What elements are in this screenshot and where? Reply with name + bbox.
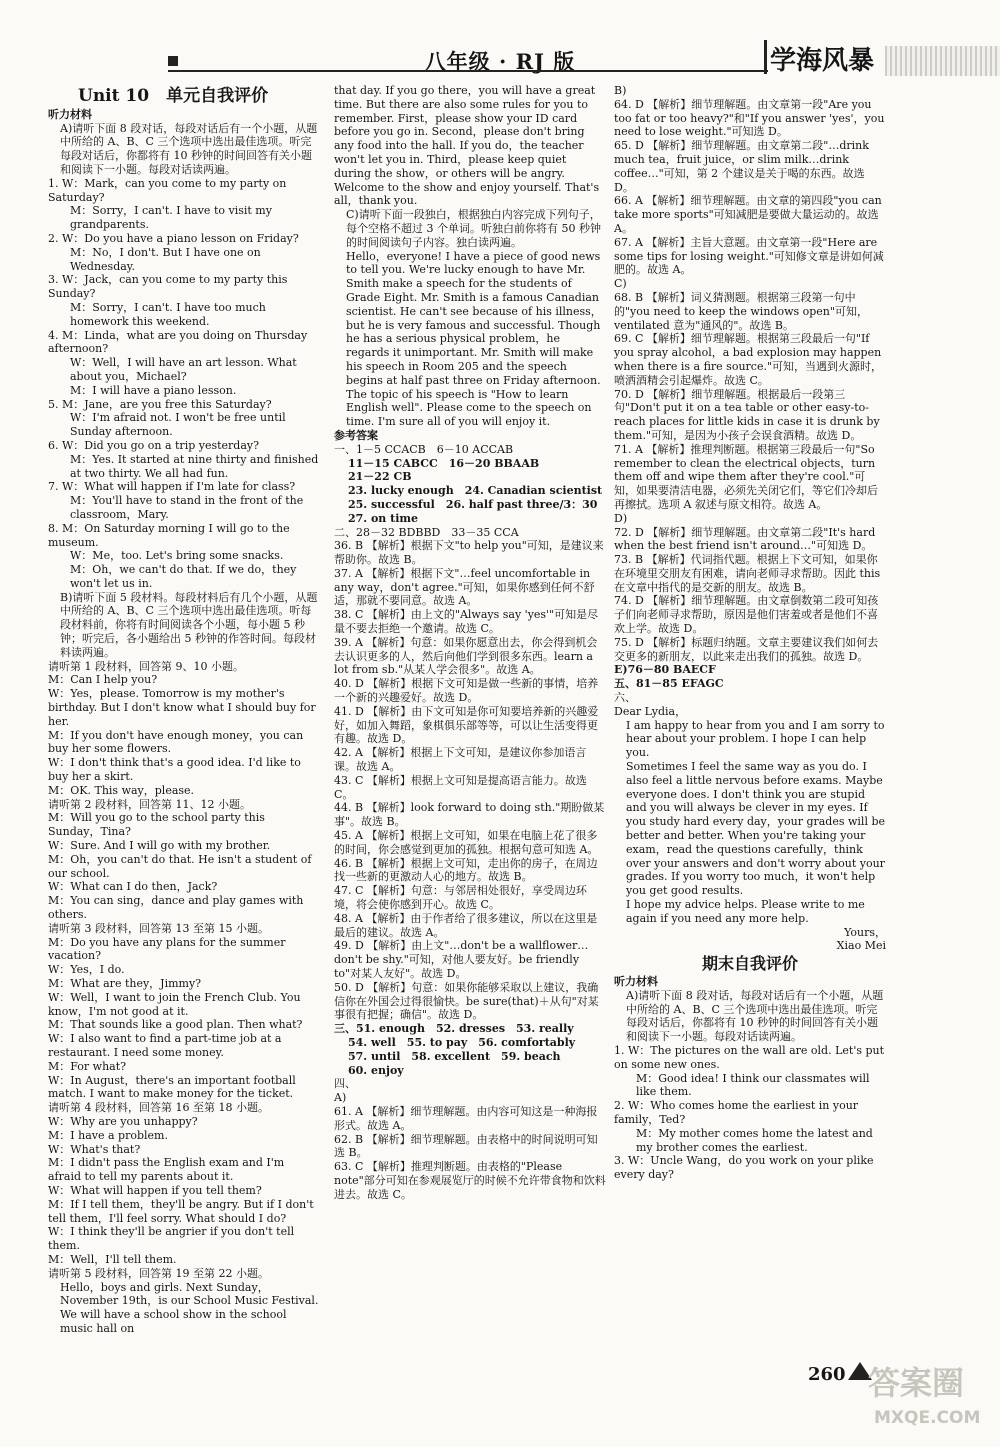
dialogue-line: W：Yes，please. Tomorrow is my mother's birthday. But I don't know what I should buy for her.: [48, 687, 316, 728]
answer-line: 21－22 CB: [348, 470, 412, 484]
answer-line: 57. until 58. excellent 59. beach: [348, 1049, 561, 1063]
explanation: 40. D 【解析】根据下文可知是做一些新的事情，培养一个新的兴趣爱好。故选 D。: [334, 677, 599, 705]
dialogue-line: 8. M：On Saturday morning I will go to the museum.: [48, 521, 290, 549]
explanation: 75. D 【解析】标题归纳题。文章主要建议我们如何去交更多的新朋友，以此来走出我们的孤独。故选 D。: [614, 635, 879, 663]
dialogue-line: W：I don't think that's a good idea. I'd like to buy her a skirt.: [48, 756, 301, 784]
dialogue-line: W：Yes，I do.: [48, 963, 125, 977]
dialogue-line: 3. W：Jack，can you come to my party this Sunday?: [48, 273, 288, 301]
explanation: 45. A 【解析】根据上文可知，如果在电脑上花了很多的时间，你会感觉到更加的孤独。根据句意可知选 A。: [334, 829, 599, 856]
monologue: that day. If you go there，you will have a great time. But there are also some rules for you to remember. First，please show your ID card before you go in. Second，please don't bring any food into the hall. If you do，the teacher won't let you in. Third，please keep quiet during the show，or others will be angry. Welcome to the show and enjoy yourself. That's all，thank you.: [334, 84, 600, 208]
section-prompt: 请听第 1 段材料，回答第 9、10 小题。: [48, 659, 244, 673]
dialogue-line: W：Well，I want to join the French Club. You know，I'm not good at it.: [48, 990, 301, 1018]
explanation: 47. C 【解析】句意：与邻居相处很好，享受周边环境，将会使你感到开心。故选 C。: [334, 884, 587, 912]
dialogue-line: 6. W：Did you go on a trip yesterday?: [48, 438, 260, 452]
header-texture: [885, 46, 1000, 76]
explanation: 63. C 【解析】推理判断题。由表格的"Please note"部分可知在参观展览厅的时候不允许带食物和饮料进去。故选 C。: [334, 1160, 606, 1201]
explanation: 73. B 【解析】代词指代题。根据上下文可知，如果你在环境里交朋友有困难，请向老师寻求帮助。因此 this 在文章中指代的是交新的朋友。故选 B。: [614, 553, 881, 594]
letter-greeting: Dear Lydia，: [614, 704, 687, 718]
explanation: 71. A 【解析】推理判断题。根据第三段最后一句"So remember to clean the electrical objects，turn them off and wipe them after they're cool."可知，如果要清洁电器，必须先关闭它们，等它们冷却后再擦拭。选项 A 叙述与原文相符。故选 A。: [614, 442, 878, 511]
sample-letter: [614, 705, 886, 953]
answer-line: E)76－80 BAECF: [614, 663, 716, 677]
listening-label: 听力材料: [48, 107, 92, 121]
explanation: 43. C 【解析】根据上文可知是提高语言能力。故选 C。: [334, 773, 587, 801]
column-2: [334, 84, 606, 1202]
listening-label: 听力材料: [614, 975, 658, 988]
watermark-url: MXQE.COM: [874, 1408, 981, 1428]
explanation: 64. D 【解析】细节理解题。由文章第一段"Are you too fat or too heavy?"和"If you answer 'yes'，you need to lose weight."可知选 D。: [614, 97, 885, 139]
explanation: 62. B 【解析】细节理解题。由表格中的时间说明可知选 B。: [334, 1132, 598, 1160]
explanation: 66. A 【解析】细节理解题。由文章的第四段"you can take more sports"可知减肥是要做大量运动的。故选 A。: [614, 194, 882, 235]
dialogue-line: 2. W：Who comes home the earliest in your family，Ted?: [614, 1099, 859, 1126]
explanation: 48. A 【解析】由于作者给了很多建议，所以在这里是最后的建议。故选 A。: [334, 911, 598, 939]
dialogue-line: W：I'm afraid not. I won't be free until Sunday afternoon.: [70, 411, 286, 439]
dialogue-line: W：Well，I will have an art lesson. What about you，Michael?: [70, 356, 297, 383]
explanation: 39. A 【解析】句意：如果你愿意出去，你会得到机会去认识更多的人，然后向他们学到很多东西。learn a lot from sb."从某人学会很多"。故选 A。: [334, 635, 598, 677]
dialogue-line: M：You'll have to stand in the front of the classroom，Mary.: [70, 494, 304, 521]
section-prompt: 请听第 3 段材料，回答第 13 至第 15 小题。: [48, 921, 269, 935]
section-prompt: 请听第 5 段材料，回答第 19 至第 22 小题。: [48, 1266, 269, 1280]
section-label: A): [334, 1091, 347, 1105]
explanation: 42. A 【解析】根据上下文可知，是建议你参加语言课。故选 A。: [334, 746, 587, 774]
dialogue-line: M：Can I help you?: [48, 673, 158, 687]
section-label: D): [614, 511, 628, 525]
dialogue-line: W：In August，there's an important football match. I want to make money for the ticket.: [48, 1073, 296, 1101]
dialogue-line: M：My mother comes home the latest and my brother comes the earliest.: [636, 1126, 873, 1154]
dialogue-line: M：Yes. It started at nine thirty and finished at two thirty. We all had fun.: [70, 452, 319, 480]
dialogue-line: W：I think they'll be angrier if you don't tell them.: [48, 1225, 295, 1253]
answer-line: 11－15 CABCC 16－20 BBAAB: [348, 456, 540, 470]
explanation: 37. A 【解析】根据下文"…feel uncomfortable in any way，don't agree."可知，如果你感到任何不舒适，那就不要同意。故选 A。: [334, 566, 595, 608]
answer-line: 二、28－32 BDBBD 33－35 CCA: [334, 525, 519, 539]
explanation: 69. C 【解析】细节理解题。根据第三段最后一句"If you spray alcohol，a bad explosion may happen when there is a fire source."可知，当遇到火源时，喷洒酒精会引起爆炸。故选 C。: [614, 332, 883, 387]
letter-paragraph: I am happy to hear from you and I am sorry to hear about your problem. I hope I can help you.: [626, 718, 885, 760]
dialogue-line: W：Me，too. Let's bring some snacks.: [70, 549, 284, 563]
dialogue-line: W：What will happen if you tell them?: [48, 1183, 262, 1197]
explanation: 44. B 【解析】look forward to doing sth."期盼做某事"。故选 B。: [334, 801, 605, 829]
brand-logo: 学海风暴: [770, 46, 875, 76]
explanation: 68. B 【解析】词义猜测题。根据第三段第一句中的"you need to keep the windows open"可知，ventilated 意为"通风的"。故选 B。: [614, 290, 868, 332]
dialogue-line: 1. W：The pictures on the wall are old. Let's put on some new ones.: [614, 1043, 885, 1071]
explanation: 61. A 【解析】细节理解题。由内容可知这是一种海报形式。故选 A。: [334, 1104, 598, 1132]
dialogue-line: M：For what?: [48, 1059, 127, 1073]
answer-line: 27. on time: [348, 511, 419, 525]
instruction: A)请听下面 8 段对话，每段对话后有一个小题，从题中所给的 A、B、C 三个选项中选出最佳选项。听完每段对话后，你都将有 10 秒钟的时间回答有关小题和阅读下一小题。每段对话读两遍。: [60, 121, 318, 176]
explanation: 72. D 【解析】细节理解题。由文章第二段"It's hard when the best friend isn't around…"可知选 D。: [614, 525, 876, 553]
dialogue-line: M：That sounds like a good plan. Then what?: [48, 1018, 303, 1032]
section-label: 四、: [334, 1077, 356, 1091]
answer-line: 三、51. enough 52. dresses 53. really: [334, 1022, 574, 1036]
letter-paragraph: I hope my advice helps. Please write to me again if you need any more help.: [626, 898, 865, 925]
dialogue-line: 7. W：What will happen if I'm late for class?: [48, 480, 296, 494]
dialogue-line: M：Do you have any plans for the summer vacation?: [48, 935, 286, 963]
listening-transcript: [48, 122, 320, 1336]
dialogue-line: M：No，I don't. But I have one on Wednesday.: [70, 245, 261, 273]
dialogue-line: M：I will have a piano lesson.: [70, 383, 237, 397]
explanation: 70. D 【解析】细节理解题。根据最后一段第三句"Don't put it on a tea table or other easy-to-reach places for little kids in case it is drunk by them."可知，是因为小孩子会误食酒精。故选 D。: [614, 387, 880, 442]
explanations: [334, 539, 606, 1022]
answer-line: 54. well 55. to pay 56. comfortably: [348, 1035, 576, 1049]
dialogue-line: 1. W：Mark，can you come to my party on Saturday?: [48, 176, 287, 204]
dialogue-line: W：Why are you unhappy?: [48, 1114, 198, 1128]
column-3: [614, 84, 886, 1182]
section-label: 六、: [614, 691, 636, 705]
dialogue-line: M：OK. This way，please.: [48, 783, 195, 797]
explanation: 38. C 【解析】由上文的"Always say 'yes'"可知是尽量不要去拒绝一个邀请。故选 C。: [334, 608, 599, 636]
fill-answers: [334, 1022, 606, 1077]
monologue: Hello，boys and girls. Next Sunday，November 19th，is our School Music Festival. We will have a school show in the school music hall on: [60, 1280, 319, 1335]
instruction: A)请听下面 8 段对话，每段对话后有一个小题，从题中所给的 A、B、C 三个选项中选出最佳选项。听完每段对话后，你都将有 10 秒钟的时间回答有关小题和阅读下一小题。每段对话读两遍。: [626, 988, 884, 1044]
page-header: [0, 0, 1000, 96]
dialogue-line: M：Oh，you can't do that. He isn't a student of our school.: [48, 852, 312, 880]
answer-key: [334, 443, 606, 540]
dialogue-line: W：I also want to find a part-time job at a restaurant. I need some money.: [48, 1032, 282, 1059]
section-prompt: 请听第 2 段材料，回答第 11、12 小题。: [48, 797, 251, 811]
column-1: [48, 84, 320, 1336]
explanation: 36. B 【解析】根据下文"to help you"可知，是建议来帮助你。故选 B。: [334, 539, 604, 567]
dialogue-line: M：If you don't have enough money，you can buy her some flowers.: [48, 728, 304, 756]
answer-line: 60. enjoy: [348, 1063, 404, 1077]
dialogue-line: M：I have a problem.: [48, 1128, 168, 1142]
letter-paragraph: Sometimes I feel the same way as you do. I also feel a little nervous before exams. Maybe everyone does. I don't think you are stupid and you will always be clever in my eyes. If you study hard every day，your grades will be better and better. When you're taking your exam，read the questions carefully，think over your answers and don't worry about your grades. If you worry too much，it won't help you get good results.: [626, 760, 886, 898]
final-test-title: 期末自我评价: [701, 954, 798, 974]
explanation: 65. D 【解析】细节理解题。由文章第二段"…drink much tea，fruit juice，or slim milk…drink coffee…"可知，第 2 个建议是关于喝的东西。故选 D。: [614, 139, 869, 194]
section-label: C): [614, 277, 627, 291]
brand-divider: [764, 40, 767, 74]
letter-signature: Xiao Mei: [836, 939, 886, 953]
explanation: 67. A 【解析】主旨大意题。由文章第一段"Here are some tips for losing weight."可知修文章是讲如何减肥的。故选 A。: [614, 235, 884, 277]
explanation: 41. D 【解析】由下文可知是你可知要培养新的兴趣爱好，如加入舞蹈，象棋俱乐部等等，可以让生活变得更有趣。故选 D。: [334, 704, 599, 746]
dialogue-line: M：Will you go to the school party this Sunday，Tina?: [48, 811, 265, 839]
answer-line: 一、1－5 CCACB 6－10 ACCAB: [334, 442, 514, 456]
section-label: B): [614, 84, 627, 97]
unit-title: Unit 10 单元自我评价: [78, 86, 269, 106]
header-rule: [168, 70, 768, 72]
page-number: 260: [808, 1364, 846, 1385]
instruction: C)请听下面一段独白，根据独白内容完成下列句子，每个空格不超过 3 个单词。听独白前你将有 50 秒钟的时间阅读句子内容。独白读两遍。: [346, 208, 601, 249]
dialogue-line: W：What can I do then，Jack?: [48, 880, 218, 894]
explanation: 74. D 【解析】细节理解题。由文章倒数第二段可知孩子们向老师寻求帮助，原因是他们害羞或者是他们不喜欢上学。故选 D。: [614, 594, 879, 636]
grade-label: 八年级 · RJ 版: [424, 49, 576, 74]
dialogue-line: M：Good idea! I think our classmates will like them.: [636, 1071, 870, 1099]
answers-label: 参考答案: [334, 428, 378, 442]
dialogue-line: M：Sorry，I can't. I have too much homework this weekend.: [70, 300, 266, 328]
dialogue-line: M：What are they，Jimmy?: [48, 977, 202, 990]
dialogue-line: 3. W：Uncle Wang，do you work on your plike every day?: [614, 1154, 874, 1182]
watermark-logo: 答案圈: [868, 1364, 965, 1402]
dialogue-line: M：You can sing，dance and play games with others.: [48, 894, 304, 922]
dialogue-line: 5. M：Jane，are you free this Saturday?: [48, 397, 272, 411]
instruction: B)请听下面 5 段材料。每段材料后有几个小题，从题中所给的 A、B、C 三个选项中选出最佳选项。听每段材料前，你将有时间阅读各个小题，每小题 5 秒钟；听完后，各小题给出 5 秒钟的作答时间。每段材料读两遍。: [60, 590, 318, 659]
answer-line: 五、81－85 EFAGC: [614, 677, 724, 691]
dialogue-line: 2. W：Do you have a piano lesson on Friday?: [48, 231, 299, 245]
answer-line: 25. successful 26. half past three/3：30: [348, 497, 598, 511]
dialogue-line: M：I didn't pass the English exam and I'm afraid to tell my parents about it.: [48, 1156, 285, 1184]
dialogue-line: 4. M：Linda，what are you doing on Thursday afternoon?: [48, 328, 308, 356]
dialogue-line: W：Sure. And I will go with my brother.: [48, 839, 271, 853]
letter-closing: Yours，: [844, 925, 886, 939]
dialogue-line: M：Oh，we can't do that. If we do，they won't let us in.: [70, 563, 297, 590]
dialogue-line: M：Well，I'll tell them.: [48, 1252, 177, 1266]
monologue: Hello，everyone! I have a piece of good news to tell you. We're lucky enough to have Mr. Smith make a speech for the students of Grade Eight. Mr. Smith is a famous Canadian scientist. He can't see because of his illness，but he is very famous and successful. Though he has a serious physical problem，he regards it unimportant. Mr. Smith will make his speech in Room 205 and the speech begins at half past three on Friday afternoon. The topic of his speech is "How to learn English well". Please come to the speech on time. I'm sure all of you will enjoy it.: [346, 249, 602, 429]
answer-line: 23. lucky enough 24. Canadian scientist: [348, 484, 603, 498]
explanation: 46. B 【解析】根据上文可知，走出你的房子，在周边找一些新的更激动人心的地方。故选 B。: [334, 856, 598, 884]
explanation: 49. D 【解析】由上文"…don't be a wallflower… don't be shy."可知，对他人要友好。be friendly to"对某人友好"。故选 D。: [334, 939, 589, 980]
explanation: 50. D 【解析】句意：如果你能够采取以上建议，我确信你在外国会过得很愉快。be sure(that)＋从句"对某事很有把握；确信"。故选 D。: [334, 980, 599, 1022]
dialogue-line: M：Sorry，I can't. I have to visit my grandparents.: [70, 204, 272, 232]
section-prompt: 请听第 4 段材料，回答第 16 至第 18 小题。: [48, 1101, 269, 1115]
dialogue-line: M：If I tell them，they'll be angry. But if I don't tell them，I'll feel sorry. What should I do?: [48, 1197, 314, 1225]
dialogue-line: W：What's that?: [48, 1142, 141, 1156]
